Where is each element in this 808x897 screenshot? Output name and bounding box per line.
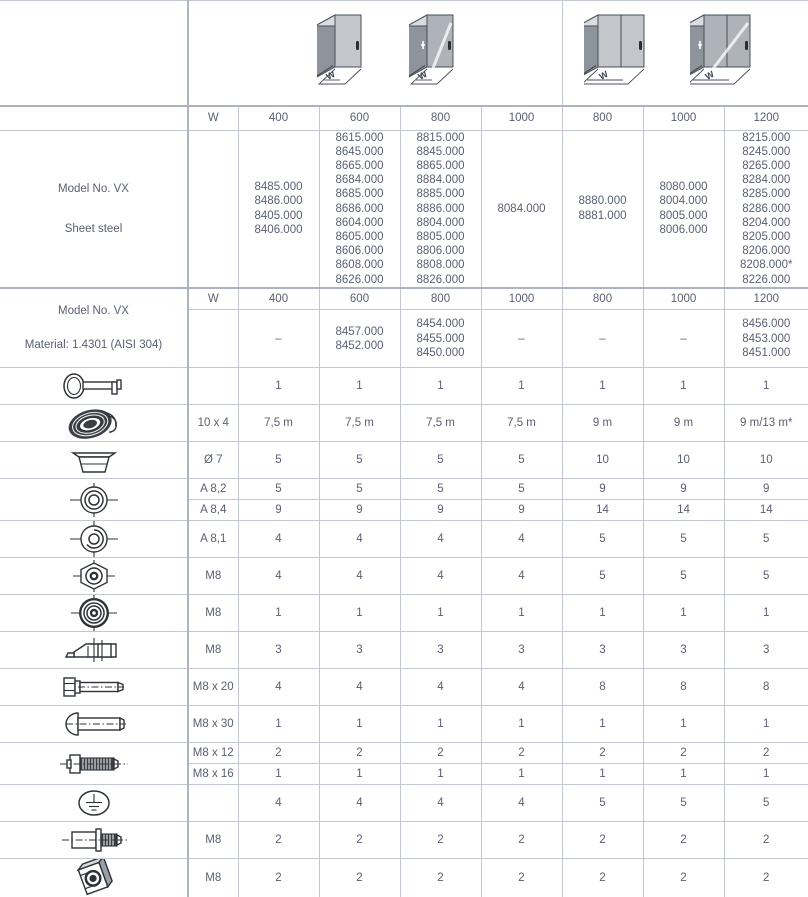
- single-door-enclosure-icon: [317, 1, 391, 97]
- accessory-qty: 2: [481, 743, 562, 764]
- sheet-steel-models-6: 8215.000 8245.000 8265.000 8284.000 8285.000 8286.000 8204.000 8205.000 8206.000 8208.000* 8226.000: [724, 130, 808, 288]
- stainless-models-2: 8454.000 8455.000 8450.000: [400, 310, 481, 368]
- accessory-qty: 1: [481, 595, 562, 632]
- accessory-qty: 1: [481, 706, 562, 743]
- accessory-qty: 8: [724, 669, 808, 706]
- accessory-qty: 9 m: [562, 405, 643, 442]
- accessory-qty: 5: [481, 479, 562, 500]
- accessory-qty: 1: [319, 706, 400, 743]
- accessory-row: [0, 785, 808, 822]
- single-door-glazed-enclosure-icon: [409, 1, 483, 97]
- illustration-group-narrow: [319, 1, 481, 107]
- accessory-qty: 10: [643, 442, 724, 479]
- stainless-width-5: 1000: [643, 288, 724, 310]
- illustration-header-row: [0, 1, 808, 107]
- accessory-spec: M8 x 16: [188, 764, 238, 785]
- accessory-qty: 4: [238, 558, 319, 595]
- accessory-icon-cell: [0, 706, 188, 743]
- accessory-qty: 4: [400, 669, 481, 706]
- accessory-spec: M8: [188, 822, 238, 859]
- accessory-row: [0, 632, 808, 669]
- illustration-empty-spec: [188, 1, 238, 107]
- accessory-icon-cell: [0, 822, 188, 859]
- accessory-qty: 3: [724, 632, 808, 669]
- sheet-steel-models-3: 8084.000: [481, 130, 562, 288]
- accessory-qty: 10: [724, 442, 808, 479]
- accessory-qty: 9: [562, 479, 643, 500]
- accessory-qty: 3: [481, 632, 562, 669]
- sheet-steel-spec: [188, 130, 238, 288]
- accessory-row: [0, 822, 808, 859]
- sheet-steel-models-4: 8880.000 8881.000: [562, 130, 643, 288]
- accessory-qty: 1: [319, 764, 400, 785]
- accessory-spec: M8: [188, 859, 238, 897]
- accessory-qty: 2: [400, 822, 481, 859]
- stainless-models-4: –: [562, 310, 643, 368]
- accessory-qty: 7,5 m: [400, 405, 481, 442]
- width-header-blank: [0, 106, 188, 130]
- accessory-qty: 2: [400, 743, 481, 764]
- accessory-qty: 1: [481, 764, 562, 785]
- accessory-qty: 5: [481, 442, 562, 479]
- accessory-qty: 2: [400, 859, 481, 897]
- spring-clip-nut-icon: [68, 859, 120, 897]
- accessory-qty: 5: [319, 442, 400, 479]
- accessory-qty: 1: [724, 595, 808, 632]
- width-header-symbol: W: [188, 106, 238, 130]
- sheet-steel-models-0: 8485.000 8486.000 8405.000 8406.000: [238, 130, 319, 288]
- accessory-qty: 2: [481, 822, 562, 859]
- stainless-models-1: 8457.000 8452.000: [319, 310, 400, 368]
- svg-text:W: W: [416, 69, 429, 82]
- accessory-qty: 8: [562, 669, 643, 706]
- accessory-qty: 4: [481, 669, 562, 706]
- accessory-qty: 2: [643, 743, 724, 764]
- sheet-steel-models-5: 8080.000 8004.000 8005.000 8006.000: [643, 130, 724, 288]
- accessory-qty: 14: [562, 500, 643, 521]
- accessory-qty: 4: [319, 785, 400, 822]
- accessory-qty: 1: [643, 595, 724, 632]
- sheet-steel-models-2: 8815.000 8845.000 8865.000 8884.000 8885.000 8886.000 8804.000 8805.000 8806.000 8808.000 8826.000: [400, 130, 481, 288]
- stainless-width-1: 600: [319, 288, 400, 310]
- stainless-title: Model No. VX: [0, 305, 187, 317]
- accessory-qty: 9: [481, 500, 562, 521]
- accessory-qty: 5: [724, 521, 808, 558]
- accessory-spec: M8 x 12: [188, 743, 238, 764]
- accessory-qty: 3: [400, 632, 481, 669]
- accessory-qty: 4: [238, 521, 319, 558]
- accessory-qty: 1: [562, 368, 643, 405]
- accessory-qty: 1: [400, 764, 481, 785]
- sealing-tape-roll-icon: [57, 405, 131, 441]
- accessory-spec: M8: [188, 595, 238, 632]
- accessory-icon-cell: [0, 521, 188, 558]
- svg-text:W: W: [704, 69, 717, 82]
- accessory-qty: 4: [481, 785, 562, 822]
- table-body: [0, 1, 808, 897]
- door-key-icon: [57, 371, 131, 401]
- accessory-qty: 2: [319, 743, 400, 764]
- accessory-qty: 9: [724, 479, 808, 500]
- accessory-icon-cell: [0, 479, 188, 521]
- accessory-qty: 3: [643, 632, 724, 669]
- stainless-header-row: [0, 288, 808, 310]
- accessory-icon-cell: [0, 743, 188, 785]
- accessory-spec: 10 x 4: [188, 405, 238, 442]
- stainless-width-4: 800: [562, 288, 643, 310]
- accessory-qty: 7,5 m: [238, 405, 319, 442]
- accessory-qty: 5: [643, 558, 724, 595]
- accessory-qty: 1: [643, 764, 724, 785]
- accessory-qty: 5: [562, 558, 643, 595]
- accessory-qty: 1: [238, 595, 319, 632]
- accessory-qty: 2: [562, 822, 643, 859]
- collar-stud-icon: [54, 825, 134, 855]
- accessory-qty: 4: [238, 669, 319, 706]
- serrated-flange-nut-icon: [65, 595, 123, 631]
- accessory-qty: 2: [319, 822, 400, 859]
- accessory-qty: 2: [238, 822, 319, 859]
- hex-nut-icon: [65, 559, 123, 593]
- accessory-spec: [188, 785, 238, 822]
- accessory-qty: 14: [724, 500, 808, 521]
- stainless-models-6: 8456.000 8453.000 8451.000: [724, 310, 808, 368]
- accessory-qty: 9 m: [643, 405, 724, 442]
- stainless-models-0: –: [238, 310, 319, 368]
- stainless-models-5: –: [643, 310, 724, 368]
- accessory-qty: 5: [724, 558, 808, 595]
- accessory-qty: 4: [319, 521, 400, 558]
- accessory-qty: 5: [238, 479, 319, 500]
- accessory-qty: 9: [319, 500, 400, 521]
- accessory-row: [0, 442, 808, 479]
- accessory-row: [0, 405, 808, 442]
- accessory-qty: 5: [562, 521, 643, 558]
- width-header-1: 600: [319, 106, 400, 130]
- accessory-qty: 2: [643, 822, 724, 859]
- accessory-qty: 7,5 m: [481, 405, 562, 442]
- accessory-spec: Ø 7: [188, 442, 238, 479]
- accessory-qty: 1: [238, 706, 319, 743]
- accessory-row: [0, 859, 808, 897]
- accessory-qty: 1: [724, 764, 808, 785]
- accessory-row: [0, 479, 808, 500]
- illustration-group-wide: [562, 1, 808, 107]
- accessory-qty: 4: [319, 669, 400, 706]
- hex-bolt-icon: [54, 671, 134, 703]
- accessory-qty: 5: [643, 521, 724, 558]
- illustration-empty-label: [0, 1, 188, 107]
- accessory-icon-cell: [0, 669, 188, 706]
- accessory-icon-cell: [0, 859, 188, 897]
- stainless-width-6: 1200: [724, 288, 808, 310]
- accessory-qty: 4: [481, 521, 562, 558]
- accessory-qty: 1: [724, 706, 808, 743]
- accessory-qty: 9: [643, 479, 724, 500]
- accessory-qty: 2: [238, 743, 319, 764]
- accessory-qty: 9: [238, 500, 319, 521]
- accessory-qty: 10: [562, 442, 643, 479]
- svg-text:W: W: [324, 69, 337, 82]
- stainless-width-0: 400: [238, 288, 319, 310]
- accessory-spec: A 8,2: [188, 479, 238, 500]
- accessory-qty: 8: [643, 669, 724, 706]
- accessory-qty: 2: [481, 859, 562, 897]
- stainless-models-3: –: [481, 310, 562, 368]
- accessory-qty: 4: [400, 785, 481, 822]
- accessory-qty: 1: [238, 368, 319, 405]
- width-header-4: 800: [562, 106, 643, 130]
- accessory-qty: 1: [319, 368, 400, 405]
- cable-grommet-icon: [65, 445, 123, 475]
- accessory-qty: 1: [643, 706, 724, 743]
- accessory-spec: M8 x 30: [188, 706, 238, 743]
- stainless-spec-blank: [188, 310, 238, 368]
- accessory-spec: [188, 368, 238, 405]
- accessory-qty: 14: [643, 500, 724, 521]
- accessory-qty: 3: [562, 632, 643, 669]
- accessory-qty: 3: [238, 632, 319, 669]
- accessory-row: [0, 743, 808, 764]
- accessory-spec: A 8,4: [188, 500, 238, 521]
- width-header-2: 800: [400, 106, 481, 130]
- accessory-qty: 2: [562, 859, 643, 897]
- accessory-icon-cell: [0, 558, 188, 595]
- accessory-qty: 4: [319, 558, 400, 595]
- accessory-qty: 2: [562, 743, 643, 764]
- accessory-spec: M8: [188, 632, 238, 669]
- stainless-width-3: 1000: [481, 288, 562, 310]
- sheet-steel-label: [0, 130, 188, 288]
- accessory-qty: 7,5 m: [319, 405, 400, 442]
- sheet-steel-material: Sheet steel: [0, 223, 187, 235]
- sheet-steel-models-1: 8615.000 8645.000 8665.000 8684.000 8685.000 8686.000 8604.000 8605.000 8606.000 8608.000 8626.000: [319, 130, 400, 288]
- accessory-spec: A 8,1: [188, 521, 238, 558]
- accessory-qty: 5: [562, 785, 643, 822]
- double-door-glazed-enclosure-icon: [690, 1, 786, 97]
- width-header-3: 1000: [481, 106, 562, 130]
- illustration-pad-400: [238, 1, 319, 107]
- stainless-material: Material: 1.4301 (AISI 304): [0, 339, 187, 351]
- plain-washer-icon: [65, 483, 123, 517]
- sheet-steel-title: Model No. VX: [0, 183, 187, 195]
- accessory-row: [0, 521, 808, 558]
- accessory-qty: 1: [400, 368, 481, 405]
- accessory-row: [0, 669, 808, 706]
- accessory-qty: 5: [724, 785, 808, 822]
- accessory-icon-cell: [0, 368, 188, 405]
- accessory-qty: 1: [319, 595, 400, 632]
- accessory-row: [0, 706, 808, 743]
- accessory-row: [0, 595, 808, 632]
- accessory-qty: 2: [724, 822, 808, 859]
- accessory-qty: 3: [319, 632, 400, 669]
- accessory-qty: 1: [562, 706, 643, 743]
- accessory-qty: 1: [643, 368, 724, 405]
- round-head-bolt-icon: [54, 708, 134, 740]
- illustration-pad-1000: [481, 1, 562, 107]
- accessory-qty: 4: [481, 558, 562, 595]
- stainless-spec-header: W: [188, 288, 238, 310]
- accessory-icon-cell: [0, 785, 188, 822]
- spring-lock-washer-icon: [65, 521, 123, 557]
- accessory-qty: 5: [400, 442, 481, 479]
- accessory-qty: 9 m/13 m*: [724, 405, 808, 442]
- accessory-qty: 9: [400, 500, 481, 521]
- accessory-qty: 4: [400, 558, 481, 595]
- accessory-spec: M8: [188, 558, 238, 595]
- accessory-icon-cell: [0, 595, 188, 632]
- accessory-spec: M8 x 20: [188, 669, 238, 706]
- accessory-qty: 1: [238, 764, 319, 785]
- accessory-qty: 2: [238, 859, 319, 897]
- accessory-icon-cell: [0, 632, 188, 669]
- accessory-qty: 1: [481, 368, 562, 405]
- accessory-qty: 1: [562, 595, 643, 632]
- double-door-enclosure-icon: [584, 1, 680, 97]
- accessory-qty: 5: [400, 479, 481, 500]
- accessory-qty: 1: [562, 764, 643, 785]
- accessory-qty: 1: [724, 368, 808, 405]
- accessory-qty: 5: [643, 785, 724, 822]
- accessory-qty: 5: [319, 479, 400, 500]
- accessory-qty: 4: [400, 521, 481, 558]
- stainless-label: [0, 288, 188, 368]
- accessory-qty: 1: [400, 595, 481, 632]
- accessory-qty: 2: [724, 743, 808, 764]
- svg-text:W: W: [598, 69, 611, 82]
- accessory-qty: 2: [643, 859, 724, 897]
- accessory-icon-cell: [0, 405, 188, 442]
- width-header-5: 1000: [643, 106, 724, 130]
- accessory-row: [0, 558, 808, 595]
- width-header-0: 400: [238, 106, 319, 130]
- width-header-6: 1200: [724, 106, 808, 130]
- stainless-width-2: 800: [400, 288, 481, 310]
- sheet-steel-row: [0, 130, 808, 288]
- accessory-qty: 1: [400, 706, 481, 743]
- accessory-qty: 5: [238, 442, 319, 479]
- accessory-qty: 2: [319, 859, 400, 897]
- width-header-row: [0, 106, 808, 130]
- socket-cap-screw-icon: [54, 749, 134, 779]
- accessory-row: [0, 368, 808, 405]
- cage-nut-icon: [58, 635, 130, 665]
- accessory-qty: 4: [238, 785, 319, 822]
- accessory-icon-cell: [0, 442, 188, 479]
- accessory-qty: 2: [724, 859, 808, 897]
- earthing-symbol-icon: [71, 786, 117, 820]
